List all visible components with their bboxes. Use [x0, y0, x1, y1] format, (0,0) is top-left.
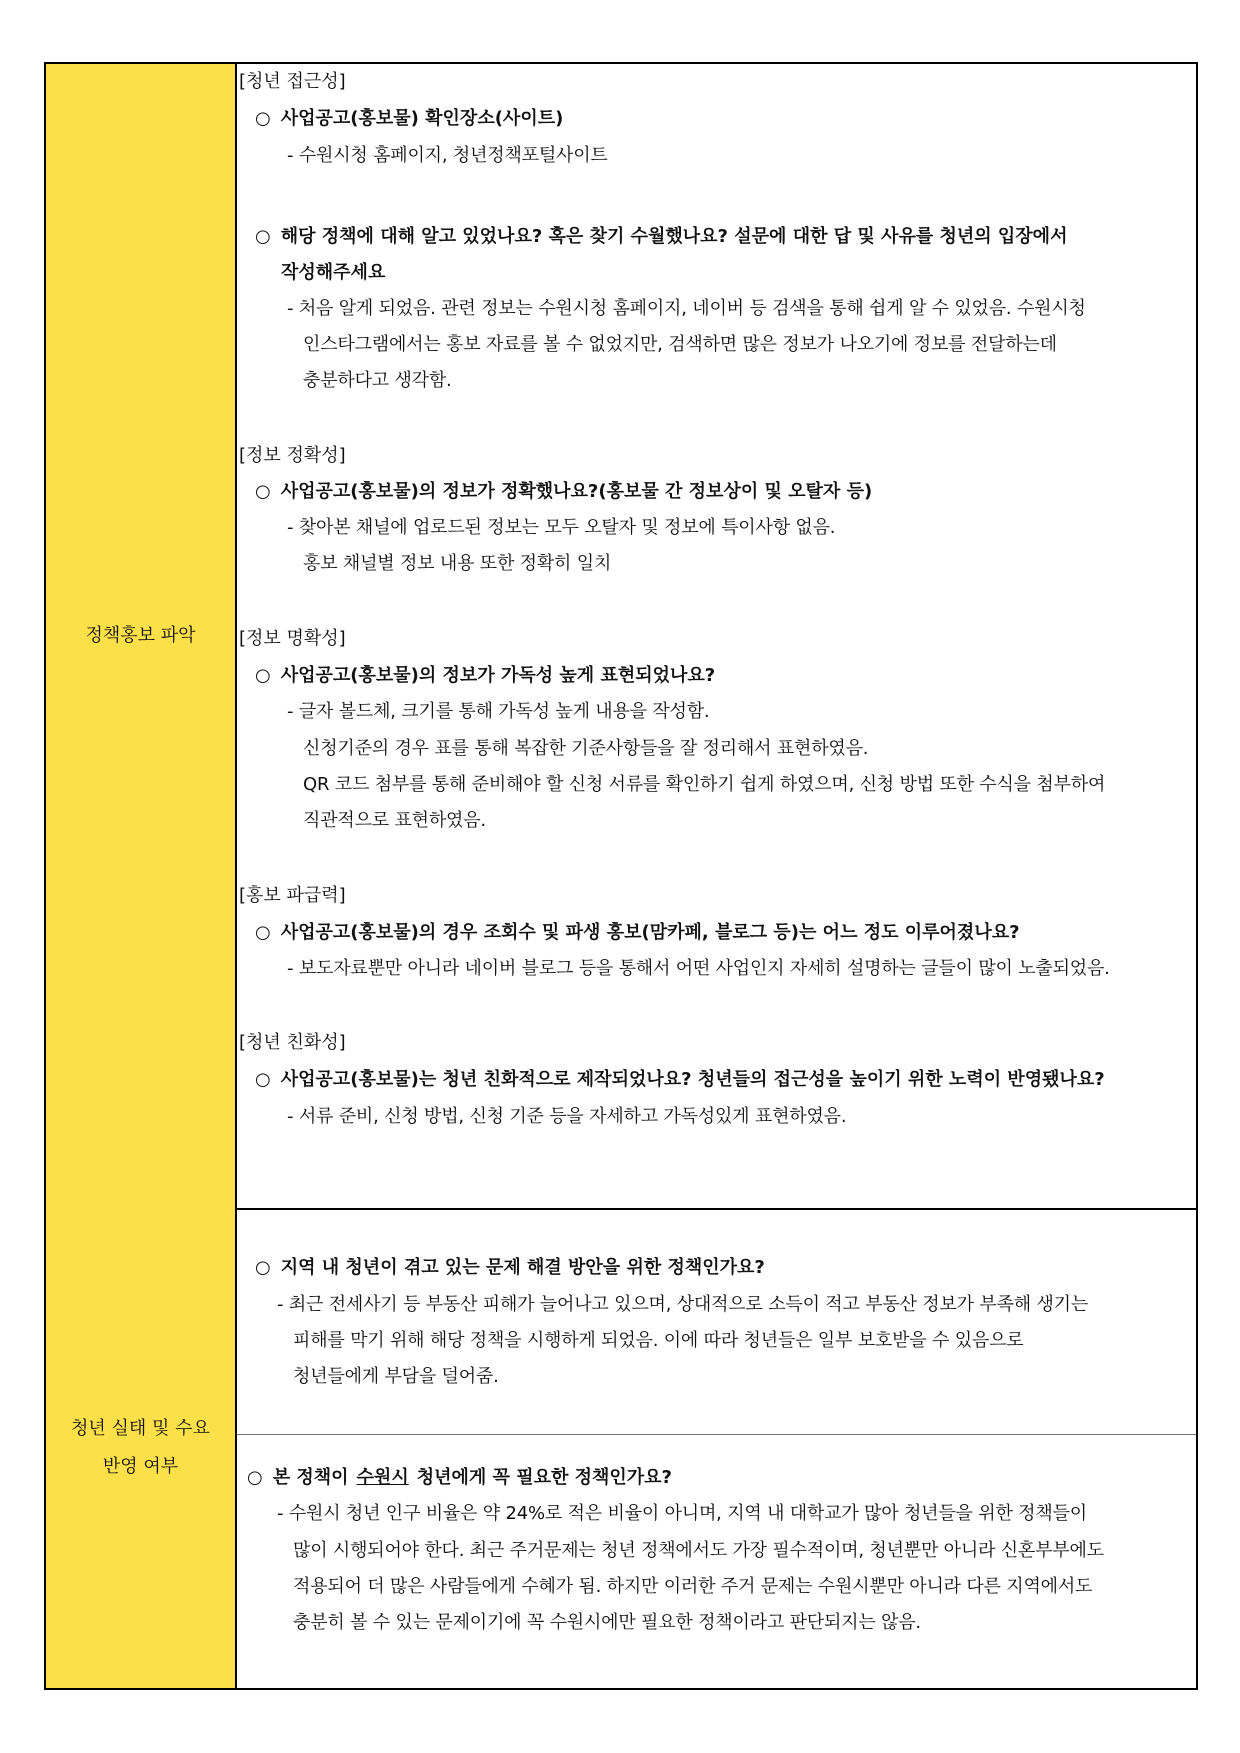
answer-line: 인스타그램에서는 홍보 자료를 볼 수 없었지만, 검색하면 많은 정보가 나오기에 정보를 전달하는데: [303, 334, 1057, 355]
answer-line: 청년들에게 부담을 덜어줌.: [293, 1366, 499, 1387]
answer-line: 신청기준의 경우 표를 통해 복잡한 기준사항들을 잘 정리해서 표현하였음.: [303, 738, 869, 759]
question: ○ 본 정책이 수원시 청년에게 꼭 필요한 정책인가요?: [247, 1467, 673, 1488]
answer-line: 홍보 채널별 정보 내용 또한 정확히 일치: [303, 553, 612, 574]
row-policy-promotion: [46, 64, 1196, 1210]
question: ○ 사업공고(홍보물)의 정보가 정확했나요?(홍보물 간 정보상이 및 오탈자 등): [255, 481, 873, 502]
row-label-cell: [46, 64, 237, 1208]
circle-bullet-icon: ○: [255, 1069, 271, 1090]
circle-bullet-icon: ○: [247, 1467, 263, 1488]
answer-line: - 글자 볼드체, 크기를 통해 가독성 높게 내용을 작성함.: [287, 701, 710, 722]
circle-bullet-icon: ○: [255, 922, 271, 943]
question: ○ 사업공고(홍보물)의 정보가 가독성 높게 표현되었나요?: [255, 665, 716, 686]
section-heading: [정보 명확성]: [239, 628, 346, 649]
answer-line: - 서류 준비, 신청 방법, 신청 기준 등을 자세하고 가독성있게 표현하였음.: [287, 1106, 847, 1127]
answer-line: - 수원시 청년 인구 비율은 약 24%로 적은 비율이 아니며, 지역 내 대학교가 많아 청년들을 위한 정책들이: [277, 1503, 1087, 1524]
evaluation-table: [44, 62, 1198, 1690]
row-content: [237, 64, 1196, 1208]
answer-line: 적용되어 더 많은 사람들에게 수혜가 됨. 하지만 이러한 주거 문제는 수원시뿐만 아니라 다른 지역에서도: [293, 1576, 1093, 1597]
answer-line: 직관적으로 표현하였음.: [303, 810, 486, 831]
answer-line: - 찾아본 채널에 업로드된 정보는 모두 오탈자 및 정보에 특이사항 없음.: [287, 517, 836, 538]
answer-line: 충분히 볼 수 있는 문제이기에 꼭 수원시에만 필요한 정책이라고 판단되지는 않음.: [293, 1612, 921, 1633]
answer-line: 피해를 막기 위해 해당 정책을 시행하게 되었음. 이에 따라 청년들은 일부 보호받을 수 있음으로: [293, 1330, 1024, 1351]
circle-bullet-icon: ○: [255, 108, 271, 129]
circle-bullet-icon: ○: [255, 226, 271, 247]
answer-line: - 수원시청 홈페이지, 청년정책포털사이트: [287, 145, 608, 166]
question: ○ 사업공고(홍보물)의 경우 조회수 및 파생 홍보(맘카페, 블로그 등)는 어느 정도 이루어졌나요?: [255, 922, 1020, 943]
question: ○ 지역 내 청년이 겪고 있는 문제 해결 방안을 위한 정책인가요?: [255, 1257, 765, 1278]
circle-bullet-icon: ○: [255, 665, 271, 686]
section-heading: [청년 접근성]: [239, 71, 346, 92]
section-heading: [홍보 파급력]: [239, 885, 346, 906]
section-heading: [청년 친화성]: [239, 1032, 346, 1053]
answer-line: - 처음 알게 되었음. 관련 정보는 수원시청 홈페이지, 네이버 등 검색을 통해 쉽게 알 수 있었음. 수원시청: [287, 298, 1086, 319]
row-youth-demand: [46, 1208, 1196, 1688]
answer-line: QR 코드 첨부를 통해 준비해야 할 신청 서류를 확인하기 쉽게 하였으며, 신청 방법 또한 수식을 첨부하여: [303, 774, 1106, 795]
circle-bullet-icon: ○: [255, 1257, 271, 1278]
question-continued: 작성해주세요: [281, 262, 386, 283]
row-label: 청년 실태 및 수요 반영 여부: [71, 1418, 210, 1477]
answer-line: 충분하다고 생각함.: [303, 370, 452, 391]
sub-row-divider: [237, 1434, 1196, 1435]
circle-bullet-icon: ○: [255, 481, 271, 502]
answer-line: - 최근 전세사기 등 부동산 피해가 늘어나고 있으며, 상대적으로 소득이 적고 부동산 정보가 부족해 생기는: [277, 1294, 1089, 1315]
row-label: 정책홍보 파악: [85, 625, 196, 646]
answer-line: - 보도자료뿐만 아니라 네이버 블로그 등을 통해서 어떤 사업인지 자세히 설명하는 글들이 많이 노출되었음.: [287, 958, 1110, 979]
row-label-cell: [46, 1208, 237, 1688]
section-heading: [정보 정확성]: [239, 445, 346, 466]
answer-line: 많이 시행되어야 한다. 최근 주거문제는 청년 정책에서도 가장 필수적이며, 청년뿐만 아니라 신혼부부에도: [293, 1540, 1104, 1561]
row-content: [237, 1208, 1196, 1688]
city-blank: 수원시: [356, 1467, 409, 1488]
question: ○ 사업공고(홍보물)는 청년 친화적으로 제작되었나요? 청년들의 접근성을 높이기 위한 노력이 반영됐나요?: [255, 1069, 1105, 1090]
question: ○ 해당 정책에 대해 알고 있었나요? 혹은 찾기 수월했나요? 설문에 대한 답 및 사유를 청년의 입장에서: [255, 226, 1068, 247]
question: ○ 사업공고(홍보물) 확인장소(사이트): [255, 108, 564, 129]
